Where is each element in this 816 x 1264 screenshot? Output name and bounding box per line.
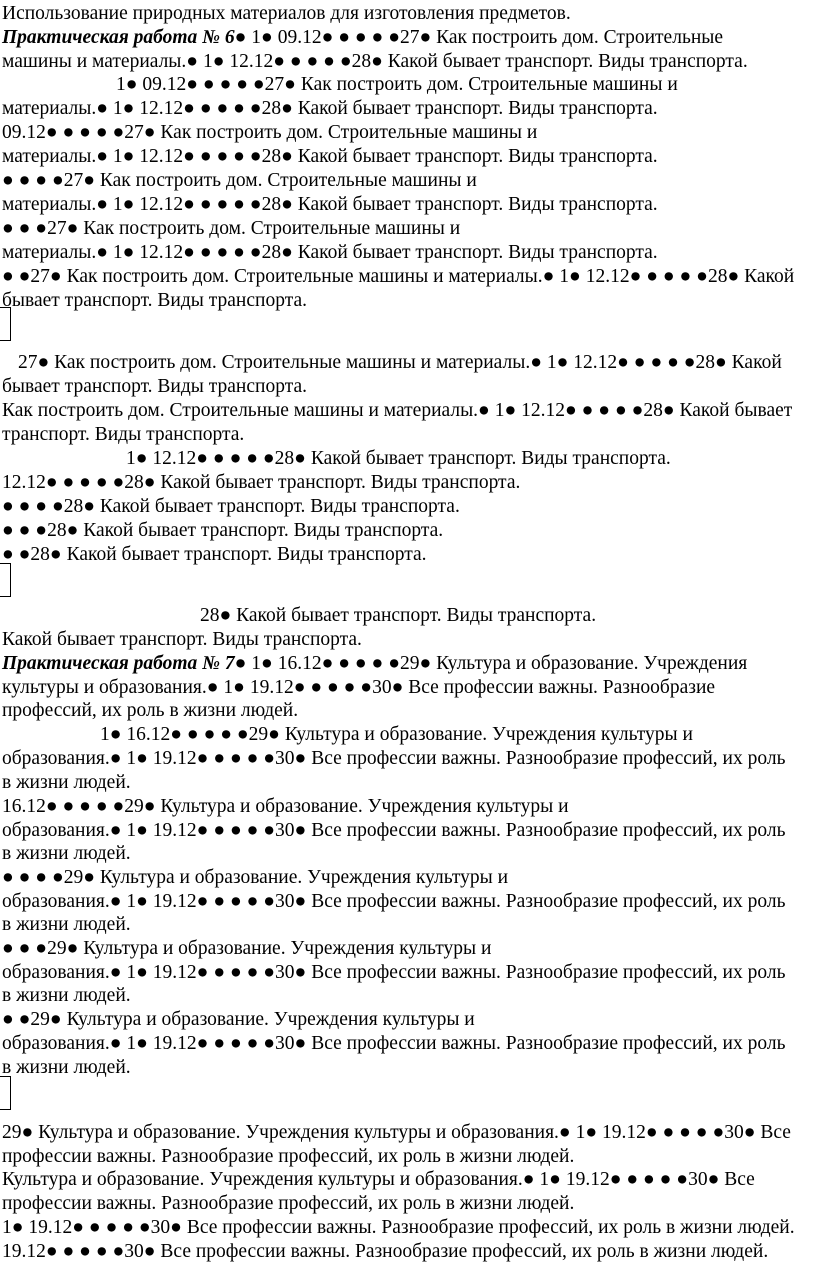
text-line	[2, 913, 131, 936]
line-text: в жизни людей.	[2, 843, 131, 864]
text-line	[2, 1216, 795, 1239]
text-line	[2, 193, 658, 216]
line-text: Как построить дом. Строительные машины и материалы.● 1● 12.12● ● ● ● ●28● Какой бывает	[2, 400, 793, 421]
text-line	[2, 652, 747, 675]
text-line	[2, 961, 785, 984]
text-line	[100, 723, 693, 746]
text-line	[2, 145, 658, 168]
line-text: 12.12● ● ● ● ●28● Какой бывает транспорт. Виды транспорта.	[2, 472, 521, 493]
practical-work-heading: Практическая работа № 7	[2, 653, 235, 674]
line-text: 28● Какой бывает транспорт. Виды транспорта.	[200, 605, 597, 626]
line-text: материалы.● 1● 12.12● ● ● ● ●28● Какой бывает транспорт. Виды транспорта.	[2, 146, 658, 167]
text-line	[2, 265, 794, 288]
text-line	[18, 351, 782, 374]
text-line	[2, 50, 748, 73]
text-line	[2, 471, 520, 494]
text-line	[2, 984, 131, 1007]
line-text: в жизни людей.	[2, 914, 131, 935]
line-text: ● ● ●27● Как построить дом. Строительные машины и	[2, 218, 461, 239]
embedded-object-frame	[0, 1076, 11, 1110]
text-line	[2, 771, 131, 794]
text-line	[2, 1192, 574, 1215]
line-text: материалы.● 1● 12.12● ● ● ● ●28● Какой бывает транспорт. Виды транспорта.	[2, 194, 658, 215]
line-text: материалы.● 1● 12.12● ● ● ● ●28● Какой бывает транспорт. Виды транспорта.	[2, 242, 658, 263]
text-line	[2, 747, 785, 770]
line-text: бывает транспорт. Виды транспорта.	[2, 290, 307, 311]
text-line	[2, 169, 477, 192]
line-text: 1● 19.12● ● ● ● ●30● Все профессии важны. Разнообразие профессий, их роль в жизни людей.	[2, 1217, 795, 1238]
text-line	[2, 1056, 131, 1079]
text-line	[2, 217, 460, 240]
line-text: 19.12● ● ● ● ●30● Все профессии важны. Разнообразие профессий, их роль в жизни людей.	[2, 1241, 769, 1262]
text-line	[2, 121, 537, 144]
text-line	[2, 842, 131, 865]
line-text: Использование природных материалов для изготовления предметов.	[2, 3, 571, 24]
text-line	[2, 543, 427, 566]
line-text: материалы.● 1● 12.12● ● ● ● ●28● Какой бывает транспорт. Виды транспорта.	[2, 98, 658, 119]
line-text: образования.● 1● 19.12● ● ● ● ●30● Все профессии важны. Разнообразие профессий, их роль	[2, 1033, 786, 1054]
text-line	[2, 241, 658, 264]
practical-work-heading: Практическая работа № 6	[2, 27, 235, 48]
line-text: бывает транспорт. Виды транспорта.	[2, 376, 307, 397]
line-text: ● ● ●29● Культура и образование. Учреждения культуры и	[2, 938, 492, 959]
text-line	[2, 890, 785, 913]
line-text: машины и материалы.● 1● 12.12● ● ● ● ●28● Какой бывает транспорт. Виды транспорта.	[2, 51, 748, 72]
text-line	[2, 628, 362, 651]
line-text: 1● 16.12● ● ● ● ●29● Культура и образование. Учреждения культуры и	[100, 724, 693, 745]
text-line	[2, 2, 571, 25]
text-line	[126, 447, 671, 470]
text-line	[2, 1145, 574, 1168]
line-text: в жизни людей.	[2, 1057, 131, 1078]
line-text: 29● Культура и образование. Учреждения культуры и образования.● 1● 19.12● ● ● ● ●30● Все	[2, 1122, 791, 1143]
text-line	[2, 495, 460, 518]
line-text: ● ● ● ●28● Какой бывает транспорт. Виды транспорта.	[2, 496, 460, 517]
text-line	[2, 26, 723, 49]
line-text: ● ● ● ●29● Культура и образование. Учреждения культуры и	[2, 867, 509, 888]
line-text: ● 1● 09.12● ● ● ● ●27● Как построить дом. Строительные	[234, 27, 724, 48]
line-text: 09.12● ● ● ● ●27● Как построить дом. Строительные машины и	[2, 122, 538, 143]
text-line	[2, 1240, 768, 1263]
line-text: 27● Как построить дом. Строительные машины и материалы.● 1● 12.12● ● ● ● ●28● Какой	[18, 352, 782, 373]
line-text: Какой бывает транспорт. Виды транспорта.	[2, 629, 362, 650]
line-text: образования.● 1● 19.12● ● ● ● ●30● Все профессии важны. Разнообразие профессий, их роль	[2, 962, 786, 983]
text-line	[2, 1008, 475, 1031]
text-line	[2, 1032, 785, 1055]
text-line	[200, 604, 596, 627]
line-text: в жизни людей.	[2, 985, 131, 1006]
embedded-object-frame	[0, 307, 11, 341]
line-text: ● ● ● ●27● Как построить дом. Строительные машины и	[2, 170, 477, 191]
line-text: профессии важны. Разнообразие профессий, их роль в жизни людей.	[2, 1146, 575, 1167]
text-line	[2, 819, 785, 842]
line-text: профессии важны. Разнообразие профессий, их роль в жизни людей.	[2, 1193, 575, 1214]
text-line	[2, 937, 491, 960]
line-text: образования.● 1● 19.12● ● ● ● ●30● Все профессии важны. Разнообразие профессий, их роль	[2, 748, 786, 769]
line-text: 16.12● ● ● ● ●29● Культура и образование. Учреждения культуры и	[2, 796, 569, 817]
text-line	[2, 1168, 755, 1191]
line-text: ● ●28● Какой бывает транспорт. Виды транспорта.	[2, 544, 427, 565]
line-text: 1● 09.12● ● ● ● ●27● Как построить дом. Строительные машины и	[116, 74, 678, 95]
text-line	[2, 97, 658, 120]
text-line	[2, 375, 307, 398]
line-text: 1● 12.12● ● ● ● ●28● Какой бывает транспорт. Виды транспорта.	[126, 448, 671, 469]
line-text: транспорт. Виды транспорта.	[2, 424, 245, 445]
line-text: ● 1● 16.12● ● ● ● ●29● Культура и образование. Учреждения	[234, 653, 748, 674]
line-text: ● ● ●28● Какой бывает транспорт. Виды транспорта.	[2, 520, 444, 541]
line-text: Культура и образование. Учреждения культуры и образования.● 1● 19.12● ● ● ● ●30● Все	[2, 1169, 755, 1190]
text-line	[2, 289, 307, 312]
text-line	[2, 519, 443, 542]
text-line	[2, 1121, 791, 1144]
text-line	[2, 866, 508, 889]
line-text: профессий, их роль в жизни людей.	[2, 700, 299, 721]
line-text: культуры и образования.● 1● 19.12● ● ● ● ●30● Все профессии важны. Разнообразие	[2, 677, 716, 698]
line-text: образования.● 1● 19.12● ● ● ● ●30● Все профессии важны. Разнообразие профессий, их роль	[2, 891, 786, 912]
line-text: образования.● 1● 19.12● ● ● ● ●30● Все профессии важны. Разнообразие профессий, их роль	[2, 820, 786, 841]
text-line	[2, 399, 792, 422]
line-text: в жизни людей.	[2, 772, 131, 793]
text-line	[116, 73, 678, 96]
text-line	[2, 699, 298, 722]
line-text: ● ●27● Как построить дом. Строительные машины и материалы.● 1● 12.12● ● ● ● ●28● Какой	[2, 266, 795, 287]
text-line	[2, 795, 569, 818]
text-line	[2, 676, 715, 699]
embedded-object-frame	[0, 563, 11, 597]
line-text: ● ●29● Культура и образование. Учреждения культуры и	[2, 1009, 475, 1030]
text-line	[2, 423, 244, 446]
